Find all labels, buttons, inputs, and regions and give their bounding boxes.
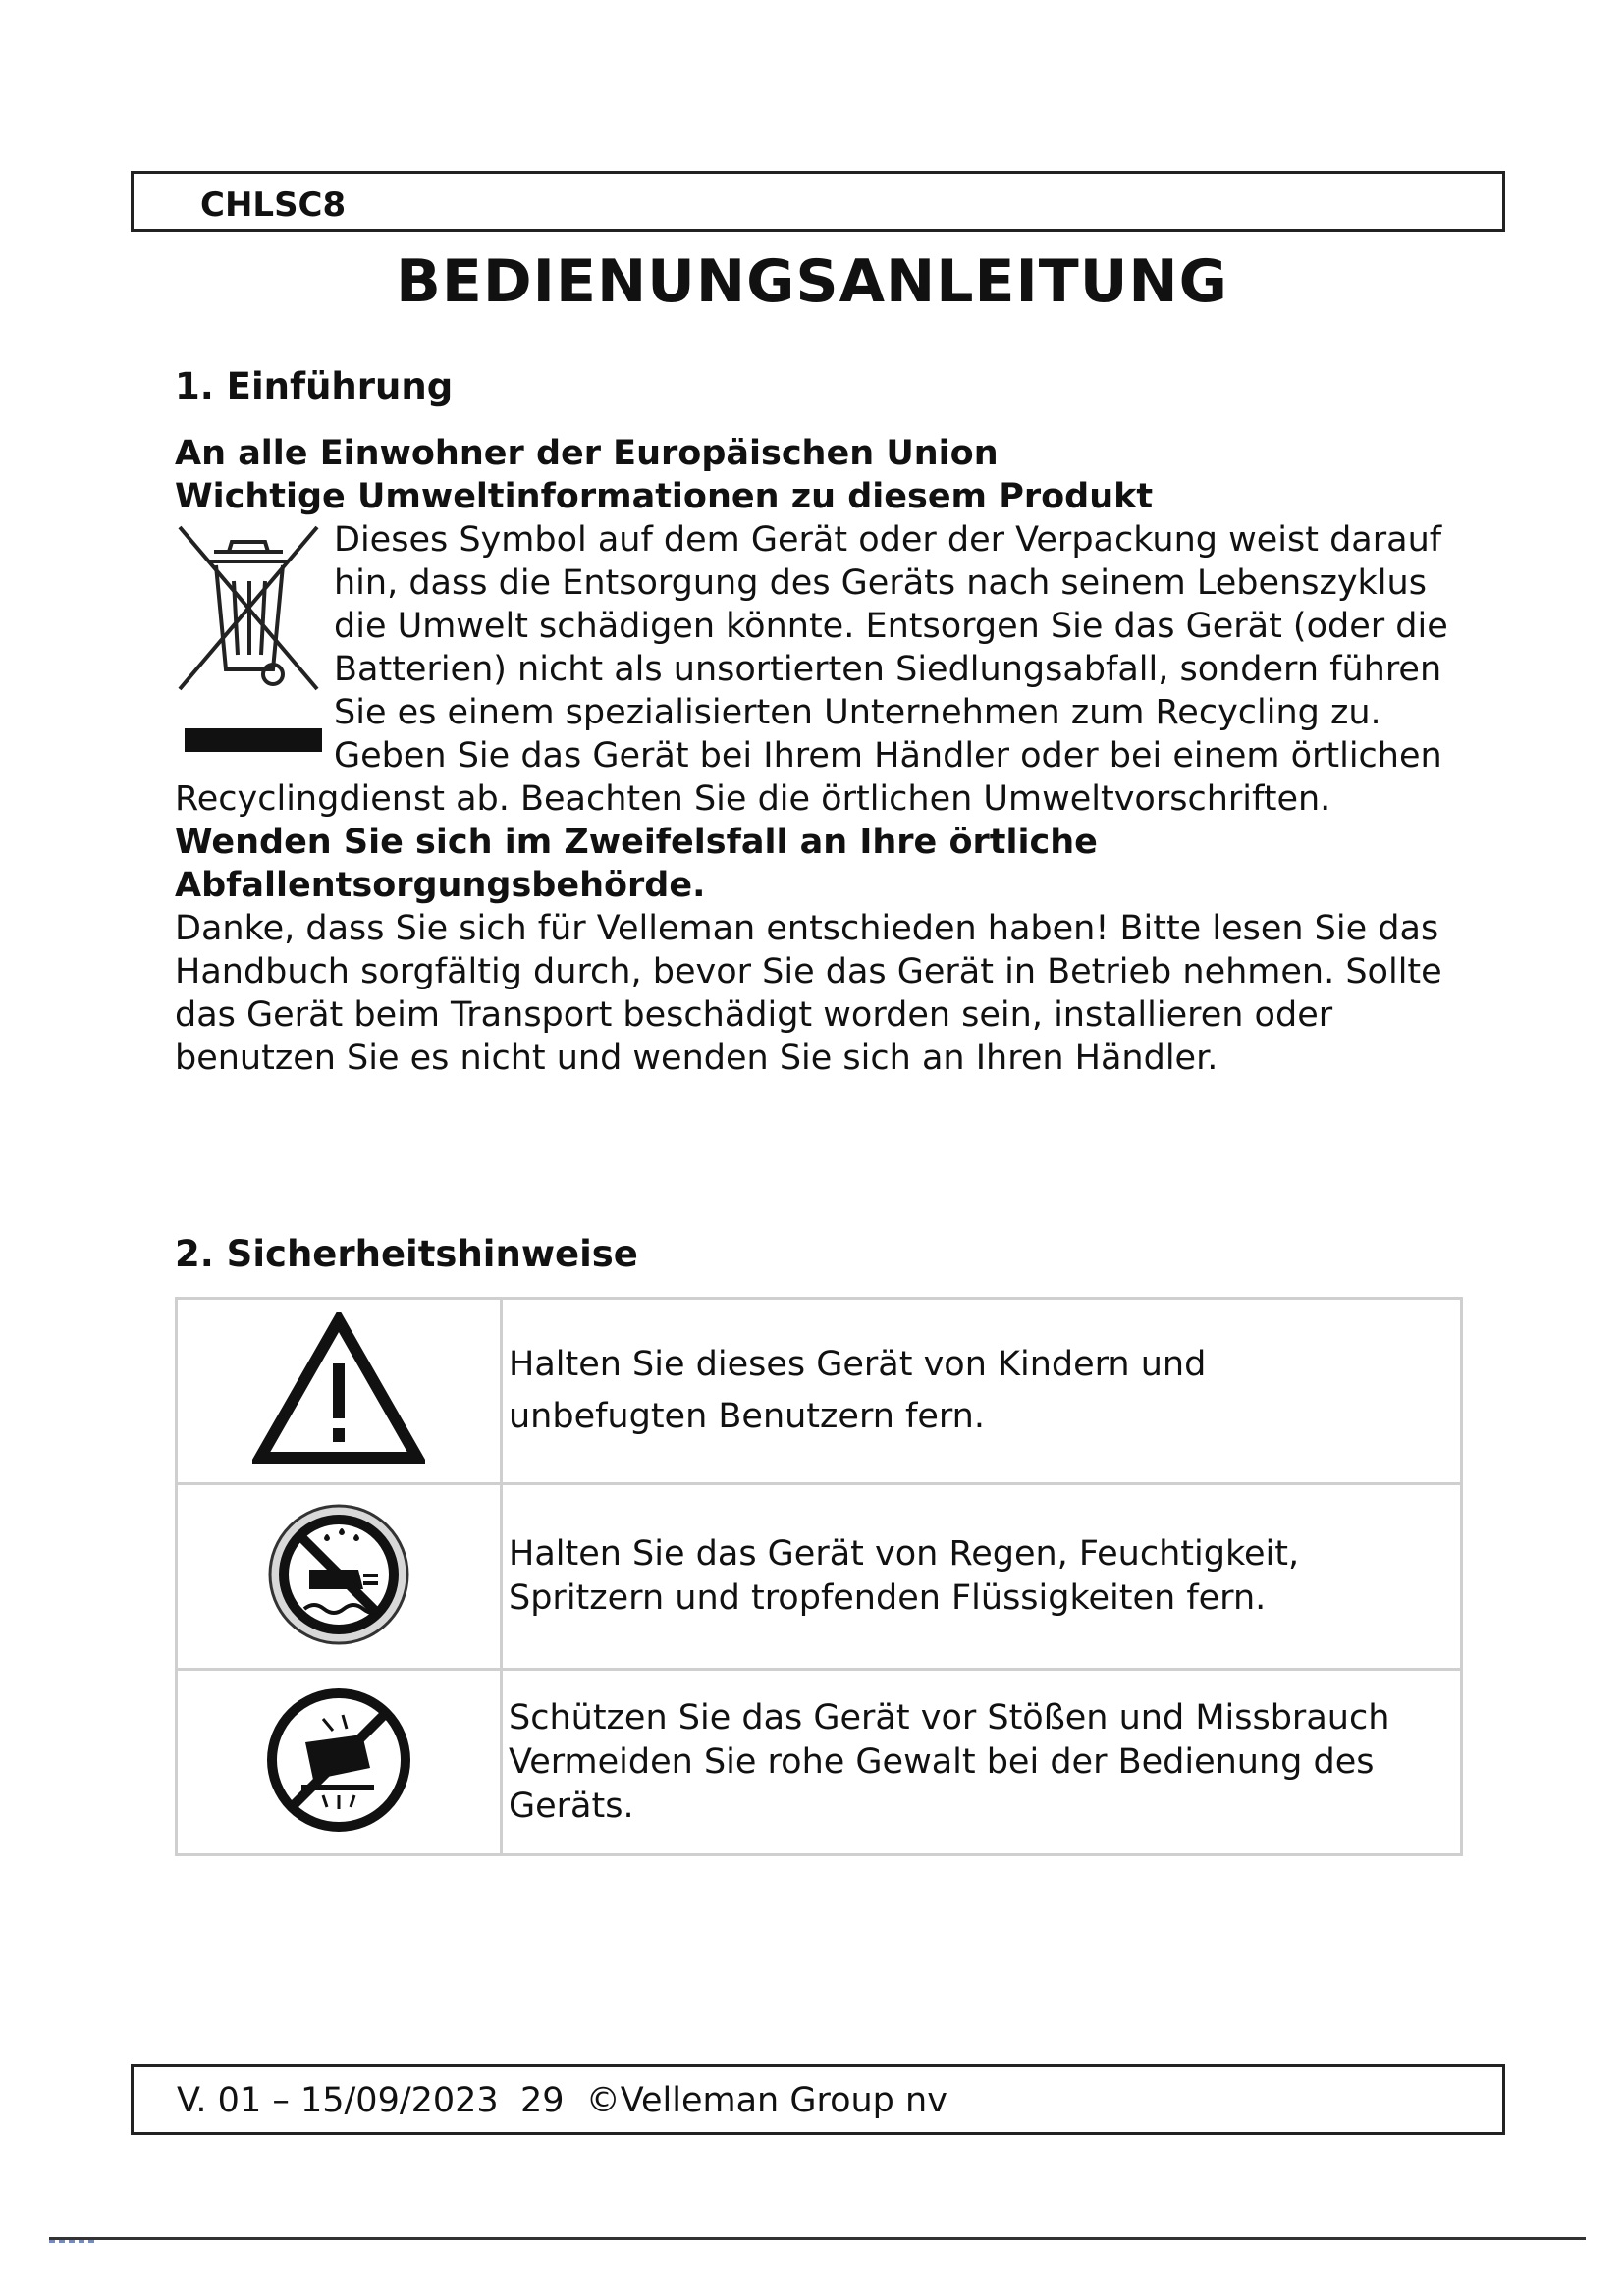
- safety-row: [177, 1670, 1462, 1855]
- warning-triangle-icon: [252, 1312, 425, 1466]
- text-cell: [502, 1484, 1462, 1670]
- footer-text: V. 01 – 15/09/2023 29 ©Velleman Group nv: [177, 2081, 947, 2120]
- no-impact-icon: [264, 1685, 413, 1835]
- row-line: Halten Sie dieses Gerät von Kindern und: [509, 1345, 1207, 1384]
- bottom-rule: [49, 2237, 1586, 2240]
- row-line: Vermeiden Sie rohe Gewalt bei der Bedienung des: [509, 1741, 1375, 1782]
- row-line: Schützen Sie das Gerät vor Stößen und Missbrauch: [509, 1697, 1390, 1737]
- safety-row: [177, 1299, 1462, 1484]
- icon-cell: [177, 1670, 502, 1855]
- doubt-notice: Wenden Sie sich im Zweifelsfall an Ihre örtliche Abfallentsorgungsbehörde.: [175, 823, 1098, 905]
- section1-heading: 1. Einführung: [175, 365, 454, 407]
- icon-cell: [177, 1484, 502, 1670]
- row-line: Halten Sie das Gerät von Regen, Feuchtigkeit,: [509, 1534, 1300, 1574]
- weee-text: Dieses Symbol auf dem Gerät oder der Verpackung weist darauf hin, dass die Entsorgung des Geräts nach seinem Lebenszyklus die Umwelt schädigen könnte. Entsorgen Sie das Gerät (oder die Batterien) nicht als unsortierten Siedlungsabfall, sondern führen Sie es einem spezialisierten Unternehmen zum Recycling zu. Geben Sie das Gerät bei Ihrem Händler oder bei einem örtlichen Recyclingdienst ab. Beachten Sie die örtlichen Umweltvorschriften.: [175, 520, 1448, 819]
- env-info-heading: Wichtige Umweltinformationen zu diesem Produkt: [175, 477, 1154, 516]
- text-cell: [502, 1299, 1462, 1484]
- icon-cell: [177, 1299, 502, 1484]
- no-moisture-icon: [265, 1501, 412, 1648]
- scan-marks: [49, 2240, 96, 2243]
- header-box: [131, 171, 1505, 232]
- page-title: BEDIENUNGSANLEITUNG: [396, 247, 1228, 316]
- section2-heading: 2. Sicherheitshinweise: [175, 1233, 638, 1275]
- weee-bin-icon: [175, 522, 322, 754]
- safety-row: [177, 1484, 1462, 1670]
- model-number: CHLSC8: [200, 186, 347, 225]
- eu-heading: An alle Einwohner der Europäischen Union: [175, 434, 999, 473]
- safety-table: [175, 1297, 1463, 1856]
- intro-block: [175, 518, 1481, 1080]
- row-line: Geräts.: [509, 1786, 634, 1826]
- row-line: Spritzern und tropfenden Flüssigkeiten fern.: [509, 1578, 1267, 1618]
- footer-box: [131, 2064, 1505, 2135]
- row-line: unbefugten Benutzern fern.: [509, 1397, 985, 1436]
- thanks-text: Danke, dass Sie sich für Velleman entschieden haben! Bitte lesen Sie das Handbuch sorgfältig durch, bevor Sie das Gerät in Betrieb nehmen. Sollte das Gerät beim Transport beschädigt worden sein, installieren oder benutzen Sie es nicht und wenden Sie sich an Ihren Händler.: [175, 909, 1442, 1078]
- text-cell: [502, 1670, 1462, 1855]
